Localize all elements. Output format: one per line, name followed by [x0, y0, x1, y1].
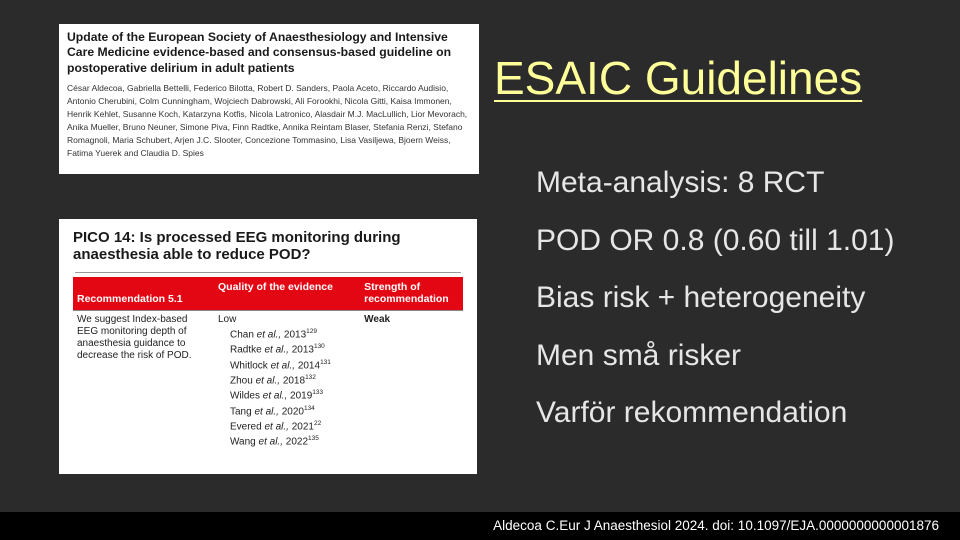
- reference-number: 129: [306, 328, 318, 335]
- reference-number: 135: [308, 435, 319, 443]
- reference-etal: et al.,: [262, 390, 288, 402]
- reference-etal: et al.,: [264, 421, 289, 433]
- reference-list: [218, 326, 356, 449]
- reference-year: 2018: [282, 375, 306, 387]
- reference-year: 2022: [285, 436, 309, 448]
- footer-bar: [0, 512, 960, 540]
- reference-etal: et al.,: [258, 436, 283, 448]
- reference-number: 130: [313, 343, 325, 351]
- reference-year: 2019: [290, 390, 313, 402]
- recommendation-text: We suggest Index-based EEG monitoring depth of anaesthesia guidance to decrease the risk of POD.: [73, 311, 214, 452]
- reference-author: Zhou: [229, 375, 253, 387]
- reference-number: 132: [305, 373, 316, 381]
- reference-author: Radtke: [229, 344, 262, 356]
- bullet-item: POD OR 0.8 (0.60 till 1.01): [536, 223, 895, 257]
- bullet-item: Bias risk + heterogeneity: [536, 281, 866, 314]
- citation: Aldecoa C.Eur J Anaesthesiol 2024. doi: 10.1097/EJA.0000000000001876: [493, 518, 939, 533]
- reference-item: [218, 341, 356, 356]
- bullet-item: Meta-analysis: 8 RCT: [536, 166, 825, 199]
- reference-author: Chan: [229, 329, 254, 341]
- pico-title: PICO 14: Is processed EEG monitoring during anaesthesia able to reduce POD?: [73, 229, 401, 263]
- reference-item: [218, 433, 356, 448]
- reference-author: Wildes: [229, 390, 260, 402]
- reference-item: [218, 387, 356, 402]
- reference-item: [218, 326, 356, 341]
- recommendation-table: [73, 277, 463, 452]
- quality-value: Low: [217, 314, 237, 325]
- quality-cell: [214, 311, 360, 452]
- reference-author: Wang: [229, 436, 256, 448]
- reference-item: [218, 403, 356, 418]
- reference-year: 2021: [291, 421, 314, 433]
- reference-author: Evered: [229, 421, 262, 433]
- reference-etal: et al.,: [256, 329, 282, 341]
- header-strength: Strength of recommendation: [360, 277, 463, 311]
- table-row: [73, 311, 463, 452]
- strength-value: Weak: [360, 311, 463, 452]
- reference-year: 2014: [297, 359, 321, 371]
- reference-item: [218, 372, 356, 387]
- pico-divider: [75, 272, 461, 273]
- reference-author: Tang: [229, 405, 252, 417]
- reference-etal: et al.,: [264, 344, 289, 356]
- bullet-list: [536, 154, 894, 442]
- paper-title: Update of the European Society of Anaesthesiology and Intensive Care Medicine evidence-based and consensus-based guideline on postoperative delirium in adult patients: [67, 30, 452, 75]
- reference-number: 133: [312, 389, 324, 397]
- slide-title: ESAIC Guidelines: [494, 52, 863, 104]
- reference-item: [218, 357, 356, 372]
- reference-author: Whitlock: [229, 359, 268, 371]
- reference-year: 2020: [281, 405, 304, 417]
- paper-header-image: [59, 24, 479, 174]
- bullet-item: Men små risker: [536, 338, 742, 372]
- reference-year: 2013: [291, 344, 314, 356]
- pico-table-image: [59, 219, 477, 474]
- header-recommendation: Recommendation 5.1: [73, 277, 214, 311]
- reference-number: 131: [320, 358, 331, 366]
- header-quality: Quality of the evidence: [214, 277, 360, 311]
- bullet-item: Varför rekommendation: [536, 396, 848, 429]
- reference-item: [218, 418, 356, 433]
- reference-etal: et al.,: [270, 359, 296, 371]
- reference-number: 22: [313, 419, 322, 427]
- reference-number: 134: [303, 404, 315, 412]
- paper-authors: César Aldecoa, Gabriella Bettelli, Federico Bilotta, Robert D. Sanders, Paola Aceto, Riccardo Audisio, Antonio Cherubini, Colm Cunningham, Wojciech Dabrowski, Ali Forookhi, Nicola Gitti, Kaisa Immonen, Henrik Kehlet, Susanne Koch, Katarzyna Kotfis, Nicola Latronico, Alasdair M.J. MacLullich, Lior Mevorach, Anika Mueller, Bruno Neuner, Simone Piva, Finn Radtke, Annika Reintam Blaser, Stefania Renzi, Stefano Romagnoli, Maria Schubert, Arjen J.C. Slooter, Concezione Tommasino, Lisa Vasiljewa, Bjoern Weiss, Fatima Yuerek and Claudia D. Spies: [67, 83, 468, 159]
- reference-year: 2013: [283, 329, 307, 341]
- reference-etal: et al.,: [254, 405, 279, 417]
- reference-etal: et al.,: [255, 375, 281, 387]
